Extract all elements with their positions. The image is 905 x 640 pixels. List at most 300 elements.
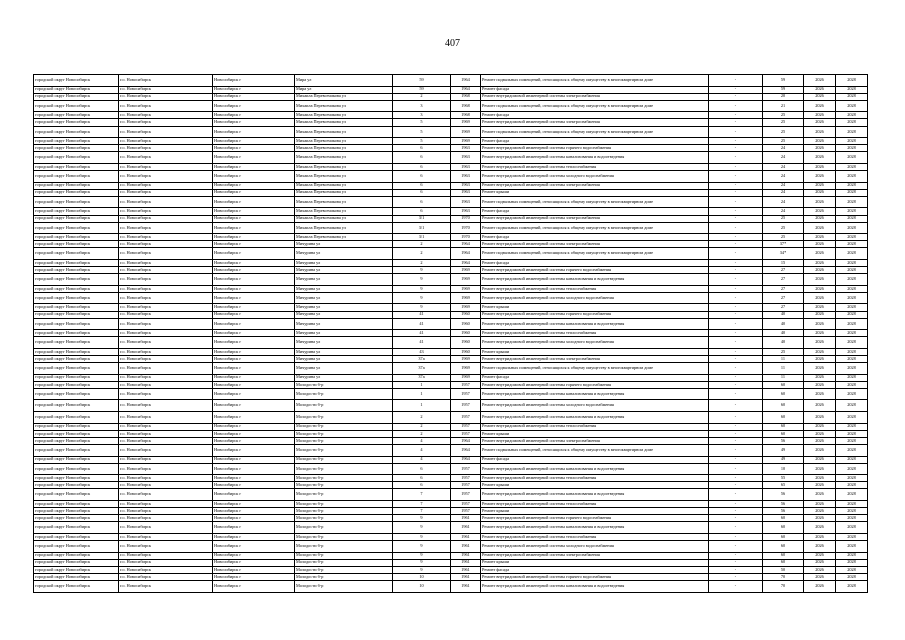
build-year-cell: 1957 xyxy=(451,482,481,489)
municipality-cell: городской округ Новосибирск xyxy=(34,100,119,112)
build-year-cell: 1961 xyxy=(451,566,481,573)
locality-cell: Новосибирск г xyxy=(213,533,295,540)
table-row xyxy=(34,145,868,152)
build-year-cell: 1957 xyxy=(451,501,481,508)
year-start-cell: 2026 xyxy=(804,508,836,515)
table-row xyxy=(34,208,868,215)
municipality-cell: городской округ Новосибирск xyxy=(34,573,119,580)
build-year-cell: 1963 xyxy=(451,152,481,164)
dash-cell: - xyxy=(709,234,763,241)
house-number-cell: 9 xyxy=(393,566,451,573)
house-number-cell: 6 xyxy=(393,145,451,152)
work-type-cell: Ремонт внутридомовой инженерной системы канализования и водоотведения xyxy=(481,318,709,330)
house-number-cell: 1 xyxy=(393,388,451,400)
year-end-cell: 2028 xyxy=(836,482,868,489)
municipality-cell: городской округ Новосибирск xyxy=(34,119,119,126)
year-start-cell: 2026 xyxy=(804,93,836,100)
house-number-cell: 43 xyxy=(393,348,451,355)
year-end-cell: 2028 xyxy=(836,93,868,100)
locality-cell: Новосибирск г xyxy=(213,482,295,489)
year-start-cell: 2026 xyxy=(804,189,836,196)
build-year-cell: 1964 xyxy=(451,259,481,266)
table-row xyxy=(34,515,868,522)
municipality-cell: городской округ Новосибирск xyxy=(34,292,119,304)
table-row xyxy=(34,437,868,444)
dash-cell: - xyxy=(709,388,763,400)
table-row xyxy=(34,222,868,234)
locality-cell: Новосибирск г xyxy=(213,489,295,501)
city-district-cell: г.о. Новосибирск xyxy=(119,437,213,444)
municipality-cell: городской округ Новосибирск xyxy=(34,259,119,266)
value-cell: 56 xyxy=(763,508,804,515)
year-start-cell: 2026 xyxy=(804,482,836,489)
value-cell: 60 xyxy=(763,381,804,388)
street-cell: Молодости б-р xyxy=(295,430,393,437)
locality-cell: Новосибирск г xyxy=(213,522,295,534)
street-cell: Михаила Перевозчикова ул xyxy=(295,215,393,222)
build-year-cell: 1969 xyxy=(451,292,481,304)
locality-cell: Новосибирск г xyxy=(213,215,295,222)
value-cell: 40 xyxy=(763,311,804,318)
street-cell: Молодости б-р xyxy=(295,580,393,592)
work-type-cell: Ремонт крыши xyxy=(481,508,709,515)
street-cell: Михаила Перевозчикова ул xyxy=(295,126,393,138)
year-end-cell: 2028 xyxy=(836,573,868,580)
dash-cell: - xyxy=(709,304,763,311)
value-cell: 15 xyxy=(763,259,804,266)
dash-cell: - xyxy=(709,182,763,189)
city-district-cell: г.о. Новосибирск xyxy=(119,423,213,430)
house-number-cell: 9 xyxy=(393,540,451,552)
year-end-cell: 2028 xyxy=(836,423,868,430)
value-cell: 60 xyxy=(763,559,804,566)
municipality-cell: городской округ Новосибирск xyxy=(34,430,119,437)
build-year-cell: 1961 xyxy=(451,559,481,566)
city-district-cell: г.о. Новосибирск xyxy=(119,388,213,400)
locality-cell: Новосибирск г xyxy=(213,412,295,424)
city-district-cell: г.о. Новосибирск xyxy=(119,171,213,183)
build-year-cell: 1964 xyxy=(451,444,481,456)
build-year-cell: 1969 xyxy=(451,119,481,126)
table-row xyxy=(34,540,868,552)
year-start-cell: 2026 xyxy=(804,292,836,304)
locality-cell: Новосибирск г xyxy=(213,311,295,318)
locality-cell: Новосибирск г xyxy=(213,381,295,388)
work-type-cell: Ремонт фасада xyxy=(481,112,709,119)
table-row xyxy=(34,285,868,292)
year-end-cell: 2028 xyxy=(836,259,868,266)
municipality-cell: городской округ Новосибирск xyxy=(34,222,119,234)
house-number-cell: 6 xyxy=(393,475,451,482)
city-district-cell: г.о. Новосибирск xyxy=(119,412,213,424)
year-end-cell: 2028 xyxy=(836,489,868,501)
year-start-cell: 2026 xyxy=(804,318,836,330)
street-cell: Молодости б-р xyxy=(295,437,393,444)
municipality-cell: городской округ Новосибирск xyxy=(34,337,119,349)
year-start-cell: 2026 xyxy=(804,430,836,437)
year-start-cell: 2026 xyxy=(804,163,836,170)
street-cell: Молодости б-р xyxy=(295,412,393,424)
street-cell: Мичурина ул xyxy=(295,363,393,375)
house-number-cell: 3/1 xyxy=(393,222,451,234)
build-year-cell: 1960 xyxy=(451,311,481,318)
street-cell: Михаила Перевозчикова ул xyxy=(295,112,393,119)
city-district-cell: г.о. Новосибирск xyxy=(119,456,213,463)
work-type-cell: Ремонт внутридомовой инженерной системы канализования и водоотведения xyxy=(481,274,709,286)
table-row xyxy=(34,304,868,311)
work-type-cell: Ремонт внутридомовой инженерной системы теплоснабжения xyxy=(481,501,709,508)
work-type-cell: Ремонт подвальных помещений, относящихся к общему имуществу в многоквартирном доме xyxy=(481,100,709,112)
dash-cell: - xyxy=(709,171,763,183)
year-start-cell: 2026 xyxy=(804,222,836,234)
work-type-cell: Ремонт фасада xyxy=(481,138,709,145)
municipality-cell: городской округ Новосибирск xyxy=(34,381,119,388)
work-type-cell: Ремонт внутридомовой инженерной системы канализования и водоотведения xyxy=(481,489,709,501)
year-end-cell: 2028 xyxy=(836,248,868,260)
municipality-cell: городской округ Новосибирск xyxy=(34,501,119,508)
municipality-cell: городской округ Новосибирск xyxy=(34,285,119,292)
street-cell: Мичурина ул xyxy=(295,259,393,266)
year-start-cell: 2026 xyxy=(804,171,836,183)
build-year-cell: 1963 xyxy=(451,196,481,208)
works-table xyxy=(33,74,868,593)
locality-cell: Новосибирск г xyxy=(213,248,295,260)
locality-cell: Новосибирск г xyxy=(213,241,295,248)
table-row xyxy=(34,330,868,337)
table-row xyxy=(34,559,868,566)
table-row xyxy=(34,337,868,349)
street-cell: Молодости б-р xyxy=(295,482,393,489)
table-body xyxy=(34,75,868,593)
year-end-cell: 2028 xyxy=(836,363,868,375)
year-end-cell: 2028 xyxy=(836,189,868,196)
municipality-cell: городской округ Новосибирск xyxy=(34,86,119,93)
build-year-cell: 1957 xyxy=(451,381,481,388)
build-year-cell: 1957 xyxy=(451,463,481,475)
year-end-cell: 2028 xyxy=(836,533,868,540)
value-cell: 60 xyxy=(763,430,804,437)
value-cell: 37* xyxy=(763,241,804,248)
work-type-cell: Ремонт внутридомовой инженерной системы горячего водоснабжения xyxy=(481,145,709,152)
dash-cell: - xyxy=(709,559,763,566)
value-cell: 56 xyxy=(763,501,804,508)
dash-cell: - xyxy=(709,285,763,292)
table-row xyxy=(34,182,868,189)
year-start-cell: 2026 xyxy=(804,456,836,463)
house-number-cell: 5 xyxy=(393,126,451,138)
city-district-cell: г.о. Новосибирск xyxy=(119,248,213,260)
municipality-cell: городской округ Новосибирск xyxy=(34,138,119,145)
work-type-cell: Ремонт внутридомовой инженерной системы теплоснабжения xyxy=(481,330,709,337)
city-district-cell: г.о. Новосибирск xyxy=(119,267,213,274)
year-end-cell: 2028 xyxy=(836,475,868,482)
locality-cell: Новосибирск г xyxy=(213,75,295,87)
year-end-cell: 2028 xyxy=(836,274,868,286)
table-row xyxy=(34,363,868,375)
dash-cell: - xyxy=(709,163,763,170)
table-row xyxy=(34,100,868,112)
build-year-cell: 1968 xyxy=(451,112,481,119)
street-cell: Мичурина ул xyxy=(295,311,393,318)
value-cell: 25 xyxy=(763,215,804,222)
street-cell: Молодости б-р xyxy=(295,515,393,522)
locality-cell: Новосибирск г xyxy=(213,86,295,93)
table-row xyxy=(34,388,868,400)
house-number-cell: 2 xyxy=(393,241,451,248)
house-number-cell: 4 xyxy=(393,437,451,444)
dash-cell: - xyxy=(709,248,763,260)
house-number-cell: 3/1 xyxy=(393,215,451,222)
house-number-cell: 37а xyxy=(393,363,451,375)
year-start-cell: 2026 xyxy=(804,363,836,375)
locality-cell: Новосибирск г xyxy=(213,259,295,266)
table-row xyxy=(34,348,868,355)
house-number-cell: 1 xyxy=(393,381,451,388)
locality-cell: Новосибирск г xyxy=(213,552,295,559)
dash-cell: - xyxy=(709,189,763,196)
street-cell: Мичурина ул xyxy=(295,248,393,260)
dash-cell: - xyxy=(709,489,763,501)
dash-cell: - xyxy=(709,241,763,248)
municipality-cell: городской округ Новосибирск xyxy=(34,482,119,489)
dash-cell: - xyxy=(709,267,763,274)
work-type-cell: Ремонт внутридомовой инженерной системы горячего водоснабжения xyxy=(481,267,709,274)
dash-cell: - xyxy=(709,463,763,475)
street-cell: Мира ул xyxy=(295,86,393,93)
dash-cell: - xyxy=(709,475,763,482)
build-year-cell: 1969 xyxy=(451,274,481,286)
dash-cell: - xyxy=(709,400,763,412)
work-type-cell: Ремонт фасада xyxy=(481,259,709,266)
table-row xyxy=(34,463,868,475)
city-district-cell: г.о. Новосибирск xyxy=(119,552,213,559)
year-start-cell: 2026 xyxy=(804,215,836,222)
city-district-cell: г.о. Новосибирск xyxy=(119,292,213,304)
house-number-cell: 6 xyxy=(393,189,451,196)
dash-cell: - xyxy=(709,508,763,515)
municipality-cell: городской округ Новосибирск xyxy=(34,489,119,501)
street-cell: Мичурина ул xyxy=(295,330,393,337)
dash-cell: - xyxy=(709,196,763,208)
value-cell: 27 xyxy=(763,274,804,286)
house-number-cell: 2 xyxy=(393,259,451,266)
city-district-cell: г.о. Новосибирск xyxy=(119,182,213,189)
work-type-cell: Ремонт внутридомовой инженерной системы канализования и водоотведения xyxy=(481,412,709,424)
dash-cell: - xyxy=(709,215,763,222)
municipality-cell: городской округ Новосибирск xyxy=(34,274,119,286)
year-end-cell: 2028 xyxy=(836,348,868,355)
build-year-cell: 1961 xyxy=(451,515,481,522)
build-year-cell: 1964 xyxy=(451,456,481,463)
build-year-cell: 1957 xyxy=(451,412,481,424)
work-type-cell: Ремонт внутридомовой инженерной системы канализования и водоотведения xyxy=(481,152,709,164)
street-cell: Михаила Перевозчикова ул xyxy=(295,182,393,189)
locality-cell: Новосибирск г xyxy=(213,274,295,286)
work-type-cell: Ремонт подвальных помещений, относящихся к общему имуществу в многоквартирном доме xyxy=(481,222,709,234)
value-cell: 27 xyxy=(763,292,804,304)
work-type-cell: Ремонт внутридомовой инженерной системы теплоснабжения xyxy=(481,475,709,482)
street-cell: Михаила Перевозчикова ул xyxy=(295,208,393,215)
city-district-cell: г.о. Новосибирск xyxy=(119,573,213,580)
city-district-cell: г.о. Новосибирск xyxy=(119,86,213,93)
table-row xyxy=(34,119,868,126)
table-row xyxy=(34,423,868,430)
street-cell: Мичурина ул xyxy=(295,274,393,286)
city-district-cell: г.о. Новосибирск xyxy=(119,100,213,112)
build-year-cell: 1964 xyxy=(451,248,481,260)
house-number-cell: 7 xyxy=(393,489,451,501)
year-start-cell: 2026 xyxy=(804,559,836,566)
value-cell: 21 xyxy=(763,100,804,112)
street-cell: Молодости б-р xyxy=(295,508,393,515)
street-cell: Молодости б-р xyxy=(295,552,393,559)
year-start-cell: 2026 xyxy=(804,112,836,119)
year-start-cell: 2026 xyxy=(804,241,836,248)
house-number-cell: 10 xyxy=(393,580,451,592)
dash-cell: - xyxy=(709,566,763,573)
value-cell: 65 xyxy=(763,482,804,489)
year-end-cell: 2028 xyxy=(836,215,868,222)
year-start-cell: 2026 xyxy=(804,489,836,501)
locality-cell: Новосибирск г xyxy=(213,93,295,100)
locality-cell: Новосибирск г xyxy=(213,318,295,330)
house-number-cell: 6 xyxy=(393,171,451,183)
municipality-cell: городской округ Новосибирск xyxy=(34,552,119,559)
house-number-cell: 7 xyxy=(393,508,451,515)
street-cell: Мира ул xyxy=(295,75,393,87)
table-row xyxy=(34,126,868,138)
house-number-cell: 59 xyxy=(393,75,451,87)
municipality-cell: городской округ Новосибирск xyxy=(34,559,119,566)
house-number-cell: 41 xyxy=(393,311,451,318)
build-year-cell: 1963 xyxy=(451,189,481,196)
value-cell: 24 xyxy=(763,163,804,170)
house-number-cell: 37а xyxy=(393,374,451,381)
locality-cell: Новосибирск г xyxy=(213,566,295,573)
street-cell: Мичурина ул xyxy=(295,241,393,248)
dash-cell: - xyxy=(709,222,763,234)
municipality-cell: городской округ Новосибирск xyxy=(34,566,119,573)
work-type-cell: Ремонт внутридомовой инженерной системы холодного водоснабжения xyxy=(481,337,709,349)
year-start-cell: 2026 xyxy=(804,423,836,430)
city-district-cell: г.о. Новосибирск xyxy=(119,381,213,388)
city-district-cell: г.о. Новосибирск xyxy=(119,348,213,355)
table-row xyxy=(34,533,868,540)
house-number-cell: 7 xyxy=(393,501,451,508)
year-start-cell: 2026 xyxy=(804,259,836,266)
work-type-cell: Ремонт внутридомовой инженерной системы электроснабжения xyxy=(481,241,709,248)
year-end-cell: 2028 xyxy=(836,522,868,534)
build-year-cell: 1960 xyxy=(451,330,481,337)
city-district-cell: г.о. Новосибирск xyxy=(119,374,213,381)
dash-cell: - xyxy=(709,100,763,112)
value-cell: 24 xyxy=(763,145,804,152)
house-number-cell: 6 xyxy=(393,208,451,215)
work-type-cell: Ремонт фасада xyxy=(481,86,709,93)
municipality-cell: городской округ Новосибирск xyxy=(34,267,119,274)
table-row xyxy=(34,501,868,508)
year-start-cell: 2026 xyxy=(804,540,836,552)
house-number-cell: 41 xyxy=(393,318,451,330)
value-cell: 24 xyxy=(763,196,804,208)
city-district-cell: г.о. Новосибирск xyxy=(119,259,213,266)
table-row xyxy=(34,234,868,241)
year-start-cell: 2026 xyxy=(804,400,836,412)
dash-cell: - xyxy=(709,381,763,388)
build-year-cell: 1963 xyxy=(451,182,481,189)
table-row xyxy=(34,356,868,363)
build-year-cell: 1960 xyxy=(451,348,481,355)
street-cell: Михаила Перевозчикова ул xyxy=(295,189,393,196)
dash-cell: - xyxy=(709,412,763,424)
table-row xyxy=(34,215,868,222)
value-cell: 25 xyxy=(763,234,804,241)
municipality-cell: городской округ Новосибирск xyxy=(34,93,119,100)
dash-cell: - xyxy=(709,112,763,119)
year-start-cell: 2026 xyxy=(804,75,836,87)
value-cell: 40 xyxy=(763,337,804,349)
house-number-cell: 9 xyxy=(393,304,451,311)
value-cell: 34* xyxy=(763,248,804,260)
value-cell: 50 xyxy=(763,566,804,573)
municipality-cell: городской округ Новосибирск xyxy=(34,400,119,412)
city-district-cell: г.о. Новосибирск xyxy=(119,112,213,119)
build-year-cell: 1969 xyxy=(451,138,481,145)
municipality-cell: городской округ Новосибирск xyxy=(34,189,119,196)
table-row xyxy=(34,259,868,266)
street-cell: Мичурина ул xyxy=(295,374,393,381)
locality-cell: Новосибирск г xyxy=(213,573,295,580)
table-row xyxy=(34,381,868,388)
work-type-cell: Ремонт внутридомовой инженерной системы горячего водоснабжения xyxy=(481,311,709,318)
house-number-cell: 2 xyxy=(393,430,451,437)
year-end-cell: 2028 xyxy=(836,182,868,189)
municipality-cell: городской округ Новосибирск xyxy=(34,356,119,363)
city-district-cell: г.о. Новосибирск xyxy=(119,311,213,318)
value-cell: 60 xyxy=(763,400,804,412)
municipality-cell: городской округ Новосибирск xyxy=(34,152,119,164)
municipality-cell: городской округ Новосибирск xyxy=(34,75,119,87)
work-type-cell: Ремонт внутридомовой инженерной системы холодного водоснабжения xyxy=(481,171,709,183)
value-cell: 70 xyxy=(763,573,804,580)
city-district-cell: г.о. Новосибирск xyxy=(119,566,213,573)
house-number-cell: 5 xyxy=(393,138,451,145)
build-year-cell: 1957 xyxy=(451,423,481,430)
table-row xyxy=(34,400,868,412)
street-cell: Мичурина ул xyxy=(295,337,393,349)
municipality-cell: городской округ Новосибирск xyxy=(34,444,119,456)
work-type-cell: Ремонт фасада xyxy=(481,456,709,463)
year-start-cell: 2026 xyxy=(804,234,836,241)
year-end-cell: 2028 xyxy=(836,163,868,170)
street-cell: Молодости б-р xyxy=(295,540,393,552)
dash-cell: - xyxy=(709,540,763,552)
build-year-cell: 1961 xyxy=(451,552,481,559)
table-row xyxy=(34,482,868,489)
year-start-cell: 2026 xyxy=(804,208,836,215)
dash-cell: - xyxy=(709,423,763,430)
year-end-cell: 2028 xyxy=(836,444,868,456)
build-year-cell: 1957 xyxy=(451,400,481,412)
build-year-cell: 1968 xyxy=(451,93,481,100)
year-end-cell: 2028 xyxy=(836,559,868,566)
locality-cell: Новосибирск г xyxy=(213,234,295,241)
street-cell: Мичурина ул xyxy=(295,318,393,330)
value-cell: 20 xyxy=(763,93,804,100)
municipality-cell: городской округ Новосибирск xyxy=(34,374,119,381)
table-row xyxy=(34,163,868,170)
dash-cell: - xyxy=(709,318,763,330)
